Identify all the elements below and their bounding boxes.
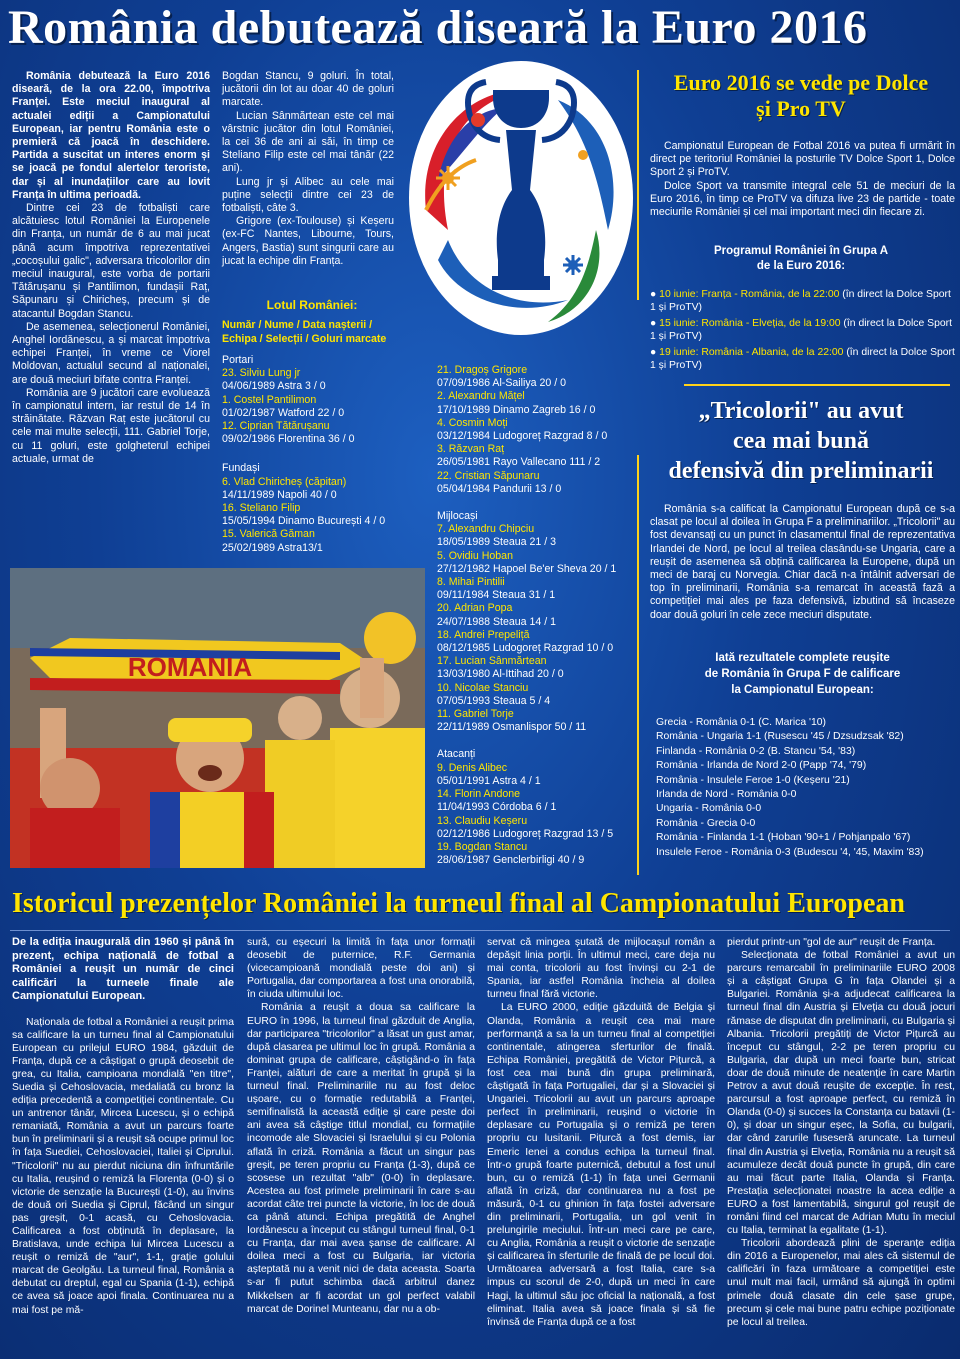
player-name: 14. Florin Andone <box>437 788 521 801</box>
player-name: 3. Răzvan Raț <box>437 443 505 456</box>
squad-column-left <box>222 354 422 555</box>
history-title: Istoricul prezențelor României la turneul final al Campionatului European <box>12 888 905 919</box>
intro-paragraph: România are 9 jucători care evoluează în campionatul intern, iar restul de 14 în străinătate. Răzvan Raț este jucătorul cu cele mai multe selecții, 111. Gabriel Torje, cu 11 goluri, este golgheterul echipei actuale, urmat de <box>12 386 210 465</box>
result-item: România - Grecia 0-0 <box>656 817 756 829</box>
player-name: 15. Valerică Găman <box>222 528 315 541</box>
player-info: 24/07/1988 Steaua 14 / 1 <box>437 615 556 628</box>
player-info: 01/02/1987 Watford 22 / 0 <box>222 406 345 419</box>
player-info: 22/11/1989 Osmanlispor 50 / 11 <box>437 721 587 734</box>
trophy-icon <box>408 60 634 336</box>
player-info: 07/05/1993 Steaua 5 / 4 <box>437 694 551 707</box>
defense-title-line: defensivă din preliminarii <box>668 458 934 484</box>
player-info: 05/04/1984 Pandurii 13 / 0 <box>437 482 562 495</box>
player-info: 09/02/1986 Florentina 36 / 0 <box>222 433 355 446</box>
program-match: 15 iunie: România - Elveția, de la 19:00 <box>659 318 841 329</box>
squad-column-right <box>437 364 637 867</box>
results-title-line: la Campionatul European: <box>731 684 874 696</box>
program-note: (în direct la Dolce Sport 1 și ProTV) <box>650 289 951 313</box>
player-info: 05/01/1991 Astra 4 / 1 <box>437 774 541 787</box>
roster-entry <box>222 420 422 446</box>
intro-paragraph: Grigore (ex-Toulouse) și Keșeru (ex-FC Nantes, Libourne, Tours, Angers, Bastia) sunt singurii care au jucat la echipe din Franța. <box>222 215 394 267</box>
history-divider <box>10 930 950 931</box>
column-divider <box>637 455 639 875</box>
results-title <box>650 650 955 698</box>
result-item: Grecia - România 0-1 (C. Marica '10) <box>656 717 827 728</box>
history-column-3 <box>487 936 715 1356</box>
program-match: 19 iunie: România - Albania, de la 22:00 <box>659 347 844 358</box>
program-title-line: de la Euro 2016: <box>756 260 846 272</box>
program-note: (în direct la Dolce Sport 1 și ProTV) <box>650 318 953 342</box>
player-name: 23. Silviu Lung jr <box>222 367 301 380</box>
intro-paragraph: De asemenea, selecționerul României, Anghel Iordănescu, a și marcat împotriva echipei Franței, în vreme ce Viorel Moldovan, actualul secund al naționalei, are două meciuri bifate contra Franței. <box>12 320 210 386</box>
roster-entry <box>437 470 637 496</box>
result-item: România - Irlanda de Nord 2-0 (Papp '74, '79) <box>656 760 867 772</box>
fan-photo <box>10 568 425 868</box>
history-column-4 <box>727 936 955 1356</box>
player-name: 4. Cosmin Moți <box>437 416 508 429</box>
intro-column-2 <box>222 70 394 268</box>
player-info: 04/06/1989 Astra 3 / 0 <box>222 380 326 393</box>
roster-entry <box>437 602 637 628</box>
history-paragraph: România a reușit a doua sa calificare la EURO în 1996, la turneul final găzduit de Anglia, dar participarea "tricolorilor" a lăsat un gust amar, după clasarea pe ultimul loc în grupă. România a dominat grupa de calificare, câștigând-o în fața Franței, alături de care a meritat în grupă și la turneul final. Preliminariile nu au fost deloc ușoare, cu o formație redutabilă a Franței, semifinalistă la această ediție și care peste doi ani avea să câștige titlul mondial, cu formațiile incomode ale Slovaciei și Israelului și cu Polonia aflată în criză. România a făcut un singur pas greșit, pe teren propriu cu Franța (1-3), după ce scosese un rezultat "alb" (0-0) în deplasare. Acestea au fost primele preliminarii în care s-au acordat câte trei puncte la victorie, în loc de două ca până atunci. Echipa pregătită de Anghel Iordănescu a început cu stângul turneul final, 0-1 cu Franța, dar mai avea șanse de calificare. Al doilea meci a fost cu Bulgaria, iar victoria așteptată nu a venit nici de data aceasta. Soarta s-ar fi putut schimba dacă arbitrul danez Mikkelsen ar fi acordat un gol perfect valabil marcat de Dorinel Munteanu, dar nu a ob- <box>247 1002 475 1315</box>
player-name: 12. Ciprian Tătărușanu <box>222 420 330 433</box>
player-info: 11/04/1993 Córdoba 6 / 1 <box>437 801 557 814</box>
roster-entry <box>437 550 637 576</box>
result-item: România - Ungaria 1-1 (Rusescu '45 / Dzsudzsak '82) <box>656 731 904 743</box>
roster-entry <box>437 390 637 416</box>
player-info: 25/02/1989 Astra13/1 <box>222 541 323 554</box>
tv-text <box>650 140 955 219</box>
column-divider <box>637 70 639 300</box>
scarf-text: ROMANIA <box>127 652 253 682</box>
player-info: 26/05/1981 Rayo Vallecano 111 / 2 <box>437 456 601 469</box>
intro-column-1 <box>12 70 210 466</box>
squad-title: Lotul României: <box>266 298 358 312</box>
player-info: 13/03/1980 Al-Ittihad 20 / 0 <box>437 668 564 681</box>
history-paragraph: Naționala de fotbal a României a reușit prima sa calificare la un turneu final al Campionatului European cu prilejul EURO 1984, găzduit de Franța, după ce a câștigat o grupă deosebit de grea, cu Italia, campioana mondială "en titre", Suedia și Cehoslovacia, medaliată cu bronz la ediția precedentă a competiției continentale. Cu un antrenor tânăr, Mircea Lucescu, și o echipă remaniată, România a avut un parcurs foarte bun în preliminarii și a reușit să ocupe primul loc în fața Suediei, Cehoslovaciei, Italiei și Ciprului. "Tricolorii" nu au pierdut niciuna din înfruntările cu Italia, reușind o remiză la Florența (0-0) și o victorie de senzație la București (1-0), au învins de două ori Suedia și Ciprul, făcând un singur pas greșit, 0-1 acasă, cu Cehoslovacia. Calificarea a fost obținută în deplasare, la Bratislava, unde echipa lui Mircea Lucescu a reușit o remiză de "aur", 1-1, grație golului marcat de Geolgău. La turneul final, România a debutat cu dreptul, egal cu Spania (1-1), echipă ce avea să joace apoi finala. Continuarea nu a mai fost pe mă- <box>12 1016 234 1316</box>
section-divider <box>684 384 950 386</box>
roster-entry <box>437 364 637 390</box>
history-lead: De la ediția inaugurală din 1960 și până în prezent, echipa națională de fotbal a României a reușit un număr de cinci calificări la turneele finale ale Campionatului European. <box>12 936 234 1002</box>
history-column-1 <box>12 936 234 1356</box>
defense-paragraph: România s-a calificat la Campionatul European după ce s-a clasat pe locul al doilea în Grupa F a preliminariilor. „Tricolorii" au fost devansați cu un punct în clasamentul final de reprezentativa Irlandei de Nord, pe locul al treilea clasându-se Ungaria, care a reușit de asemenea să obțină calificarea la Europene, după un meci de baraj cu Norvegia. Chiar dacă n-a întâlnit adversari de top în preliminarii, România s-a remarcat în această fază a competiției mai ales pe faza defensivă, izbutind să încaseze doar două goluri în cele zece meciuri disputate. <box>650 503 955 621</box>
tv-paragraph: Campionatul European de Fotbal 2016 va putea fi urmărit în direct pe teritoriul României la posturile TV Dolce Sport 1, Dolce Sport 2 și ProTV. <box>650 140 955 179</box>
results-title-line: de România în Grupa F de calificare <box>704 668 901 680</box>
roster-entry <box>222 476 422 502</box>
roster-entry <box>222 502 422 528</box>
defenders-label: Fundași <box>222 462 260 475</box>
roster-entry <box>222 394 422 420</box>
player-name: 11. Gabriel Torje <box>437 708 514 721</box>
program-note: (în direct la Dolce Sport 1 și ProTV) <box>650 347 955 371</box>
roster-entry <box>437 762 637 788</box>
midfielders-label: Mijlocași <box>437 510 478 523</box>
history-paragraph: Selecționata de fotbal României a avut un parcurs remarcabil în preliminariile EURO 2008 și a câștigat Grupa G în fața Olandei și a Bulgariei. România și-a adjudecat calificarea la turneul final din Austria și Elveția cu două jocuri rămase de disputat din preliminarii, cu Bulgaria și Albania. Tricolorii pregătiți de Victor Pițurcă au început cu stângul, 2-2 pe teren propriu cu Bulgaria, dar după un meci foarte bun, stricat doar de două minute de neatenție în care Martin Petrov a avut două reușite de excepție. În rest, parcursul a fost aproape perfect, cu remiză în Olanda (0-0) și succes la Constanța cu batavii (1-0), și doar un singur eșec, la Sofia, cu bulgarii, dar când zarurile fuseseră aruncate. La turneul final din Austria și Elveția, România nu a reușit să acumuleze decât două puncte în grupă, din care au mai făcut parte Italia, Olanda și Franța. Prestația selecționatei noastre la acea ediție a EURO a fost lamentabilă, singurul gol reușit de români fiind cel marcat de Adrian Mutu în meciul cu Italia, terminat la egalitate (1-1). <box>727 950 955 1237</box>
roster-entry <box>437 788 637 814</box>
result-item: România - Insulele Feroe 1-0 (Keșeru '21) <box>656 774 850 786</box>
player-name: 2. Alexandru Mățel <box>437 390 525 403</box>
roster-entry <box>437 708 637 734</box>
roster-entry <box>437 523 637 549</box>
player-name: 16. Steliano Filip <box>222 502 301 515</box>
player-name: 6. Vlad Chiricheș (căpitan) <box>222 475 347 488</box>
roster-entry <box>437 417 637 443</box>
history-paragraph: pierdut printr-un "gol de aur" reușit de Franța. <box>727 937 936 948</box>
roster-entry <box>437 629 637 655</box>
program-title <box>648 244 954 274</box>
player-name: 13. Claudiu Keșeru <box>437 814 528 827</box>
result-item: Finlanda - România 0-2 (B. Stancu '54, '83) <box>656 745 856 757</box>
roster-entry <box>437 655 637 681</box>
roster-entry <box>437 841 637 867</box>
tv-paragraph: Dolce Sport va transmite integral cele 51 de meciuri de la Euro 2016, în timp ce ProTV va difuza live 23 de partide - toate meciurile României și cel mai important meci din fiecare zi. <box>650 179 955 219</box>
page-headline: România debutează diseară la Euro 2016 <box>8 1 868 54</box>
defense-title <box>648 396 954 486</box>
intro-paragraph: Lucian Sânmărtean este cel mai vârstnic jucător din lotul României, la cei 36 de ani ai săi, în timp ce Steliano Filip este cel mai tânăr (22 ani). <box>222 109 394 175</box>
result-item: România - Finlanda 1-1 (Hoban '90+1 / Pohjanpalo '67) <box>656 832 911 844</box>
player-name: 21. Dragoș Grigore <box>437 364 528 376</box>
player-info: 27/12/1982 Hapoel Be'er Sheva 20 / 1 <box>437 562 617 575</box>
program-item: ● 15 iunie: România - Elveția, de la 19:00 (în direct la Dolce Sport 1 și ProTV) <box>650 318 953 342</box>
player-info: 28/06/1987 Genclerbirligi 40 / 9 <box>437 854 585 867</box>
player-info: 08/12/1985 Ludogoreț Razgrad 10 / 0 <box>437 642 614 655</box>
intro-paragraph: Bogdan Stancu, 9 goluri. În total, jucătorii din lot au doar 40 de goluri marcate. <box>222 70 394 109</box>
program-match: 10 iunie: Franța - România, de la 22:00 <box>659 289 840 300</box>
goalkeepers-label: Portari <box>222 354 254 366</box>
player-info: 14/11/1989 Napoli 40 / 0 <box>222 488 337 501</box>
program-item: ● 10 iunie: Franța - România, de la 22:00 (în direct la Dolce Sport 1 și ProTV) <box>650 289 951 313</box>
player-name: 17. Lucian Sânmărtean <box>437 655 547 668</box>
intro-paragraph: Lung jr și Alibec au cele mai puține selecții dintre cei 23 de fotbaliști, câte 3. <box>222 175 394 215</box>
roster-entry <box>437 576 637 602</box>
results-list <box>656 716 956 860</box>
player-name: 5. Ovidiu Hoban <box>437 549 513 562</box>
player-name: 19. Bogdan Stancu <box>437 840 528 853</box>
roster-entry <box>437 682 637 708</box>
player-name: 18. Andrei Prepeliță <box>437 628 530 641</box>
player-info: 18/05/1989 Steaua 21 / 3 <box>437 536 556 549</box>
fan-photo-illustration <box>10 568 425 868</box>
player-info: 07/09/1986 Al-Sailiya 20 / 0 <box>437 377 566 390</box>
forwards-label: Atacanți <box>437 748 476 761</box>
player-name: 1. Costel Pantilimon <box>222 393 317 406</box>
history-paragraph: sură, cu eșecuri la limită în fața unor formații deosebit de puternice, R.F. Germania (vicecampioană mondială peste doi ani) și Portugalia, dar comportarea a fost una onorabilă, în ciuda ultimului loc. <box>247 937 475 1001</box>
player-name: 10. Nicolae Stanciu <box>437 681 529 694</box>
roster-entry <box>222 528 422 554</box>
roster-entry <box>222 367 422 393</box>
player-name: 20. Adrian Popa <box>437 602 513 615</box>
program-list <box>650 288 955 372</box>
result-item: Ungaria - România 0-0 <box>656 803 762 815</box>
program-title-line: Programul României în Grupa A <box>713 245 889 257</box>
player-info: 03/12/1984 Ludogoreț Razgrad 8 / 0 <box>437 430 608 443</box>
tv-title <box>648 70 954 122</box>
history-paragraph: servat că mingea șutată de mijlocașul român a depășit linia porții. În ultimul meci, care deja nu mai conta, tricolorii au fost învinși cu 2-1 de Spania, iar astfel România încheia al doilea turneu final fără victorie. <box>487 937 715 1001</box>
history-paragraph: Tricolorii abordează plini de speranțe ediția din 2016 a Europenelor, mai ales că sistemul de calificări în faza următoare a competiției este unul mult mai facil, urmând să ajungă în optimi primele două clasate din cele șase grupe, precum și cele mai bune patru echipe poziționate pe locul al treilea. <box>727 1238 955 1328</box>
roster-entry <box>437 815 637 841</box>
intro-paragraph: România debutează la Euro 2016 diseară, de la ora 22.00, împotriva Franței. Este meciul inaugural al actualei ediții a Campionatului European, iar pentru România este o premieră că joacă în deschidere. Partida a suscitat un interes enorm și se joacă pe fondul alertelor teroriste, dar și al inundațiilor care au lovit Franța în ultima perioadă. <box>12 70 210 201</box>
player-name: 9. Denis Alibec <box>437 761 508 774</box>
player-info: 09/11/1984 Steaua 31 / 1 <box>437 589 556 602</box>
defense-text <box>650 503 955 622</box>
player-name: 7. Alexandru Chipciu <box>437 523 535 536</box>
player-info: 02/12/1986 Ludogoreț Razgrad 13 / 5 <box>437 827 614 840</box>
tv-title-line: și Pro TV <box>756 96 846 121</box>
player-name: 8. Mihai Pintilii <box>437 576 505 589</box>
history-column-2 <box>247 936 475 1356</box>
result-item: Irlanda de Nord - România 0-0 <box>656 789 797 801</box>
player-info: 17/10/1989 Dinamo Zagreb 16 / 0 <box>437 403 596 416</box>
defense-title-line: „Tricolorii" au avut <box>698 398 904 424</box>
player-name: 22. Cristian Săpunaru <box>437 469 540 482</box>
intro-paragraph: Dintre cei 23 de fotbaliști care alcătuiesc lotul României la Europenele din Franța, un număr de 6 au mai jucat până acum împotriva reprezentativei „cocoșului galic", adversara tricolorilor din meciul inaugural, este vorba de portarii Tătărușanu și Pantilimon, fundașii Raț, Săpunaru și Chiricheș, precum și de atacantul Bogdan Stancu. <box>12 202 210 320</box>
result-item: Insulele Feroe - România 0-3 (Budescu '4, '45, Maxim '83) <box>656 846 924 858</box>
squad-subtitle: Număr / Nume / Data nașterii / Echipa / Selecții / Goluri marcate <box>222 319 387 345</box>
defense-title-line: cea mai bună <box>732 428 869 454</box>
euro-2016-logo <box>408 60 634 336</box>
program-item: ● 19 iunie: România - Albania, de la 22:00 (în direct la Dolce Sport 1 și ProTV) <box>650 347 955 371</box>
player-info: 15/05/1994 Dinamo București 4 / 0 <box>222 515 386 528</box>
results-title-line: Iată rezultatele complete reușite <box>715 652 890 664</box>
history-paragraph: La EURO 2000, ediție găzduită de Belgia și Olanda, România a reușit cea mai mare performanță a sa la un turneu final al competiției continentale, atingerea sferturilor de finală. Echipa României, pregătită de Victor Pițurcă, a fost cea mai bună din grupa preliminară, câștigată în fața Portugaliei, dar și a Slovaciei și Ungariei. Tricolorii au avut un parcurs aproape perfect în preliminarii, reușind o victorie în deplasare cu Portugalia și o remiză pe teren propriu cu lusitanii. Pițurcă a fost demis, iar Emeric Ienei a condus echipa la turneul final. Într-o grupă foarte puternică, debutul a fost unul bun, cu o remiză (1-1) în fața unei Germanii aflată în criză, dar continuarea nu a fost pe măsură, 0-1 cu ghinion în fața fostei adversare din preliminarii, Portugalia, un gol venit în prelungirile meciului. Într-un meci care pe care, cu Anglia, România a reușit o victorie de senzație și calificarea în sferturile de finală de pe locul doi. Următoarea adversară a fost Italia, care s-a impus cu scorul de 2-0, după un meci în care Hagi, la ultimul său joc oficial la națională, a fost eliminat. Italia avea să joace finala și să fie învinsă de Franța după ce a fost <box>487 1002 715 1328</box>
roster-entry <box>437 443 637 469</box>
tv-title-line: Euro 2016 se vede pe Dolce <box>673 70 929 95</box>
